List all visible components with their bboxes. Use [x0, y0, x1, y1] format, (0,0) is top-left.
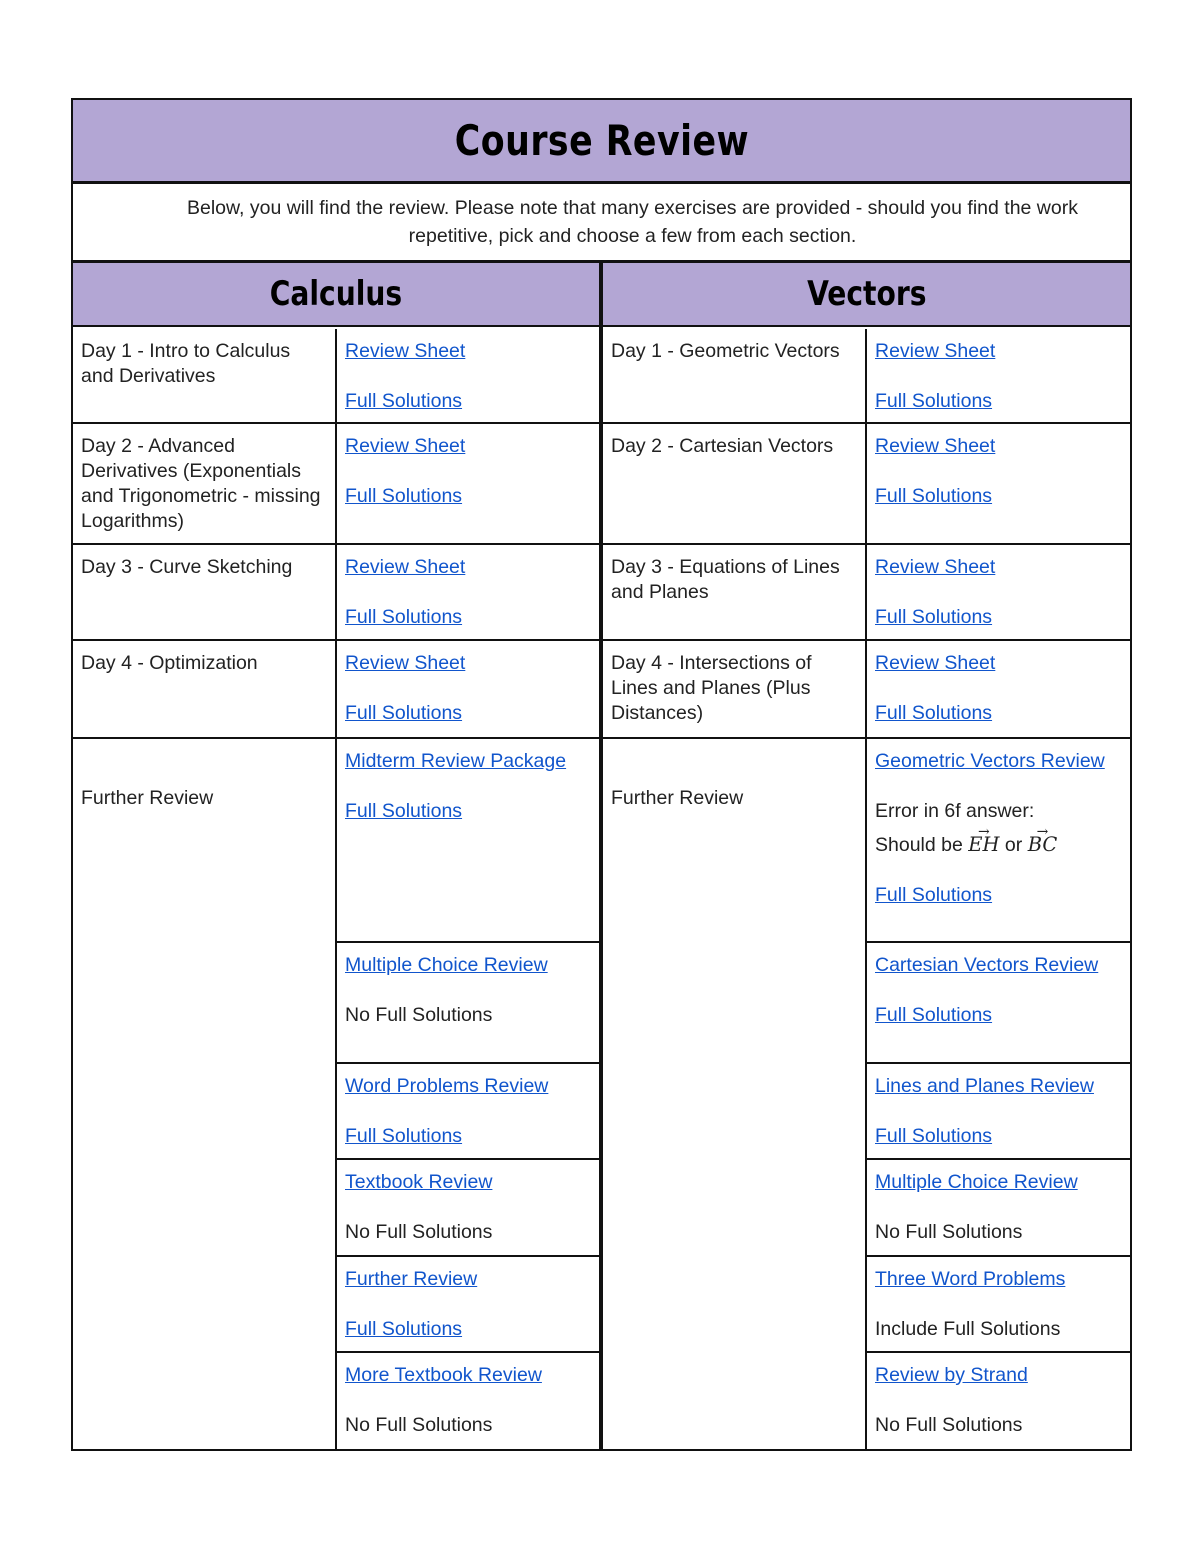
- vectors-day4-label: [603, 641, 865, 726]
- calculus-header: [73, 263, 599, 327]
- vectors-day4-links: [867, 641, 1130, 726]
- intro-text: Below, you will find the review. Please note that many exercises are provided - should you find the work repetitive, pick and choose a few from each section.: [187, 197, 1078, 247]
- day-label: Day 4 - Optimization: [81, 652, 258, 674]
- vectors-day3-links: [867, 545, 1130, 630]
- vector-bc: → BC: [1028, 832, 1058, 857]
- calculus-day3-links: [337, 545, 599, 630]
- full-solutions-link[interactable]: Full Solutions: [345, 800, 463, 822]
- full-solutions-link[interactable]: Full Solutions: [875, 606, 993, 628]
- vector-eh: → EH: [968, 832, 999, 857]
- calculus-further-label: [73, 776, 335, 811]
- course-review-table: [71, 98, 1132, 1451]
- no-solutions-note: No Full Solutions: [875, 1221, 1023, 1243]
- vectors-further-4: [867, 1160, 1130, 1245]
- textbook-review-link[interactable]: Textbook Review: [345, 1171, 493, 1193]
- full-solutions-link[interactable]: Full Solutions: [345, 390, 463, 412]
- calculus-further-1: [337, 739, 599, 824]
- full-solutions-link[interactable]: Full Solutions: [345, 485, 463, 507]
- vectors-header: [603, 263, 1130, 327]
- calculus-day1-links: [337, 329, 599, 414]
- calculus-further-2: [337, 943, 599, 1028]
- day-label: Day 2 - Advanced Derivatives (Exponentials and Trigonometric - missing Logarithms): [81, 435, 321, 532]
- full-solutions-link[interactable]: Full Solutions: [875, 1125, 993, 1147]
- vectors-further-3: [867, 1064, 1130, 1149]
- intro-row: [73, 184, 1130, 263]
- day-label: Day 1 - Geometric Vectors: [611, 340, 840, 362]
- midterm-review-link[interactable]: Midterm Review Package: [345, 750, 567, 772]
- calculus-further-6: [337, 1353, 599, 1438]
- day-label: Day 3 - Equations of Lines and Planes: [611, 556, 840, 603]
- calculus-day4-links: [337, 641, 599, 726]
- calculus-further-5: [337, 1257, 599, 1342]
- day-label: Day 1 - Intro to Calculus and Derivatives: [81, 340, 291, 387]
- calculus-day4-label: [73, 641, 335, 676]
- three-word-problems-link[interactable]: Three Word Problems: [875, 1268, 1066, 1290]
- review-sheet-link[interactable]: Review Sheet: [875, 435, 996, 457]
- day-label: Day 2 - Cartesian Vectors: [611, 435, 834, 457]
- vectors-day1-links: [867, 329, 1130, 414]
- no-solutions-note: No Full Solutions: [875, 1414, 1023, 1436]
- review-sheet-link[interactable]: Review Sheet: [345, 652, 466, 674]
- vectors-further-2: [867, 943, 1130, 1028]
- further-review-label: Further Review: [611, 787, 744, 809]
- error-prefix: Should be: [875, 834, 963, 856]
- review-by-strand-link[interactable]: Review by Strand: [875, 1364, 1028, 1386]
- or-word: or: [1004, 834, 1023, 856]
- no-solutions-note: No Full Solutions: [345, 1221, 493, 1243]
- calculus-further-4: [337, 1160, 599, 1245]
- geometric-vectors-review-link[interactable]: Geometric Vectors Review: [875, 750, 1105, 772]
- full-solutions-link[interactable]: Full Solutions: [875, 485, 993, 507]
- full-solutions-link[interactable]: Full Solutions: [875, 1004, 993, 1026]
- further-review-link[interactable]: Further Review: [345, 1268, 478, 1290]
- error-note-correction: [875, 832, 1122, 858]
- page-title: Course Review: [454, 116, 749, 165]
- review-sheet-link[interactable]: Review Sheet: [345, 435, 466, 457]
- no-solutions-note: No Full Solutions: [345, 1414, 493, 1436]
- calculus-day1-label: [73, 329, 335, 389]
- cartesian-vectors-review-link[interactable]: Cartesian Vectors Review: [875, 954, 1099, 976]
- word-problems-review-link[interactable]: Word Problems Review: [345, 1075, 549, 1097]
- calculus-day2-label: [73, 424, 335, 534]
- vectors-heading: Vectors: [806, 274, 927, 314]
- full-solutions-link[interactable]: Full Solutions: [875, 390, 993, 412]
- multiple-choice-review-link[interactable]: Multiple Choice Review: [345, 954, 548, 976]
- review-sheet-link[interactable]: Review Sheet: [875, 652, 996, 674]
- full-solutions-link[interactable]: Full Solutions: [345, 606, 463, 628]
- day-label: Day 3 - Curve Sketching: [81, 556, 293, 578]
- full-solutions-link[interactable]: Full Solutions: [345, 702, 463, 724]
- include-solutions-note: Include Full Solutions: [875, 1318, 1061, 1340]
- full-solutions-link[interactable]: Full Solutions: [345, 1125, 463, 1147]
- no-solutions-note: No Full Solutions: [345, 1004, 493, 1026]
- vectors-further-label: [603, 776, 865, 811]
- vectors-day1-label: [603, 329, 865, 364]
- vectors-further-6: [867, 1353, 1130, 1438]
- vectors-day3-label: [603, 545, 865, 605]
- error-note: [875, 799, 1122, 824]
- day-label: Day 4 - Intersections of Lines and Planes (Plus Distances): [611, 652, 812, 724]
- multiple-choice-review-link[interactable]: Multiple Choice Review: [875, 1171, 1078, 1193]
- more-textbook-review-link[interactable]: More Textbook Review: [345, 1364, 542, 1386]
- vectors-further-1: [867, 739, 1130, 908]
- review-sheet-link[interactable]: Review Sheet: [345, 340, 466, 362]
- further-review-label: Further Review: [81, 787, 214, 809]
- calculus-day2-links: [337, 424, 599, 509]
- vectors-day2-links: [867, 424, 1130, 509]
- review-sheet-link[interactable]: Review Sheet: [875, 340, 996, 362]
- error-note-line1: Error in 6f answer:: [875, 800, 1035, 822]
- review-sheet-link[interactable]: Review Sheet: [875, 556, 996, 578]
- vectors-further-5: [867, 1257, 1130, 1342]
- vectors-day2-label: [603, 424, 865, 459]
- full-solutions-link[interactable]: Full Solutions: [875, 702, 993, 724]
- full-solutions-link[interactable]: Full Solutions: [875, 884, 993, 906]
- title-bar: [73, 100, 1130, 184]
- full-solutions-link[interactable]: Full Solutions: [345, 1318, 463, 1340]
- calculus-heading: Calculus: [269, 274, 403, 314]
- lines-and-planes-review-link[interactable]: Lines and Planes Review: [875, 1075, 1094, 1097]
- review-sheet-link[interactable]: Review Sheet: [345, 556, 466, 578]
- calculus-day3-label: [73, 545, 335, 580]
- calculus-further-3: [337, 1064, 599, 1149]
